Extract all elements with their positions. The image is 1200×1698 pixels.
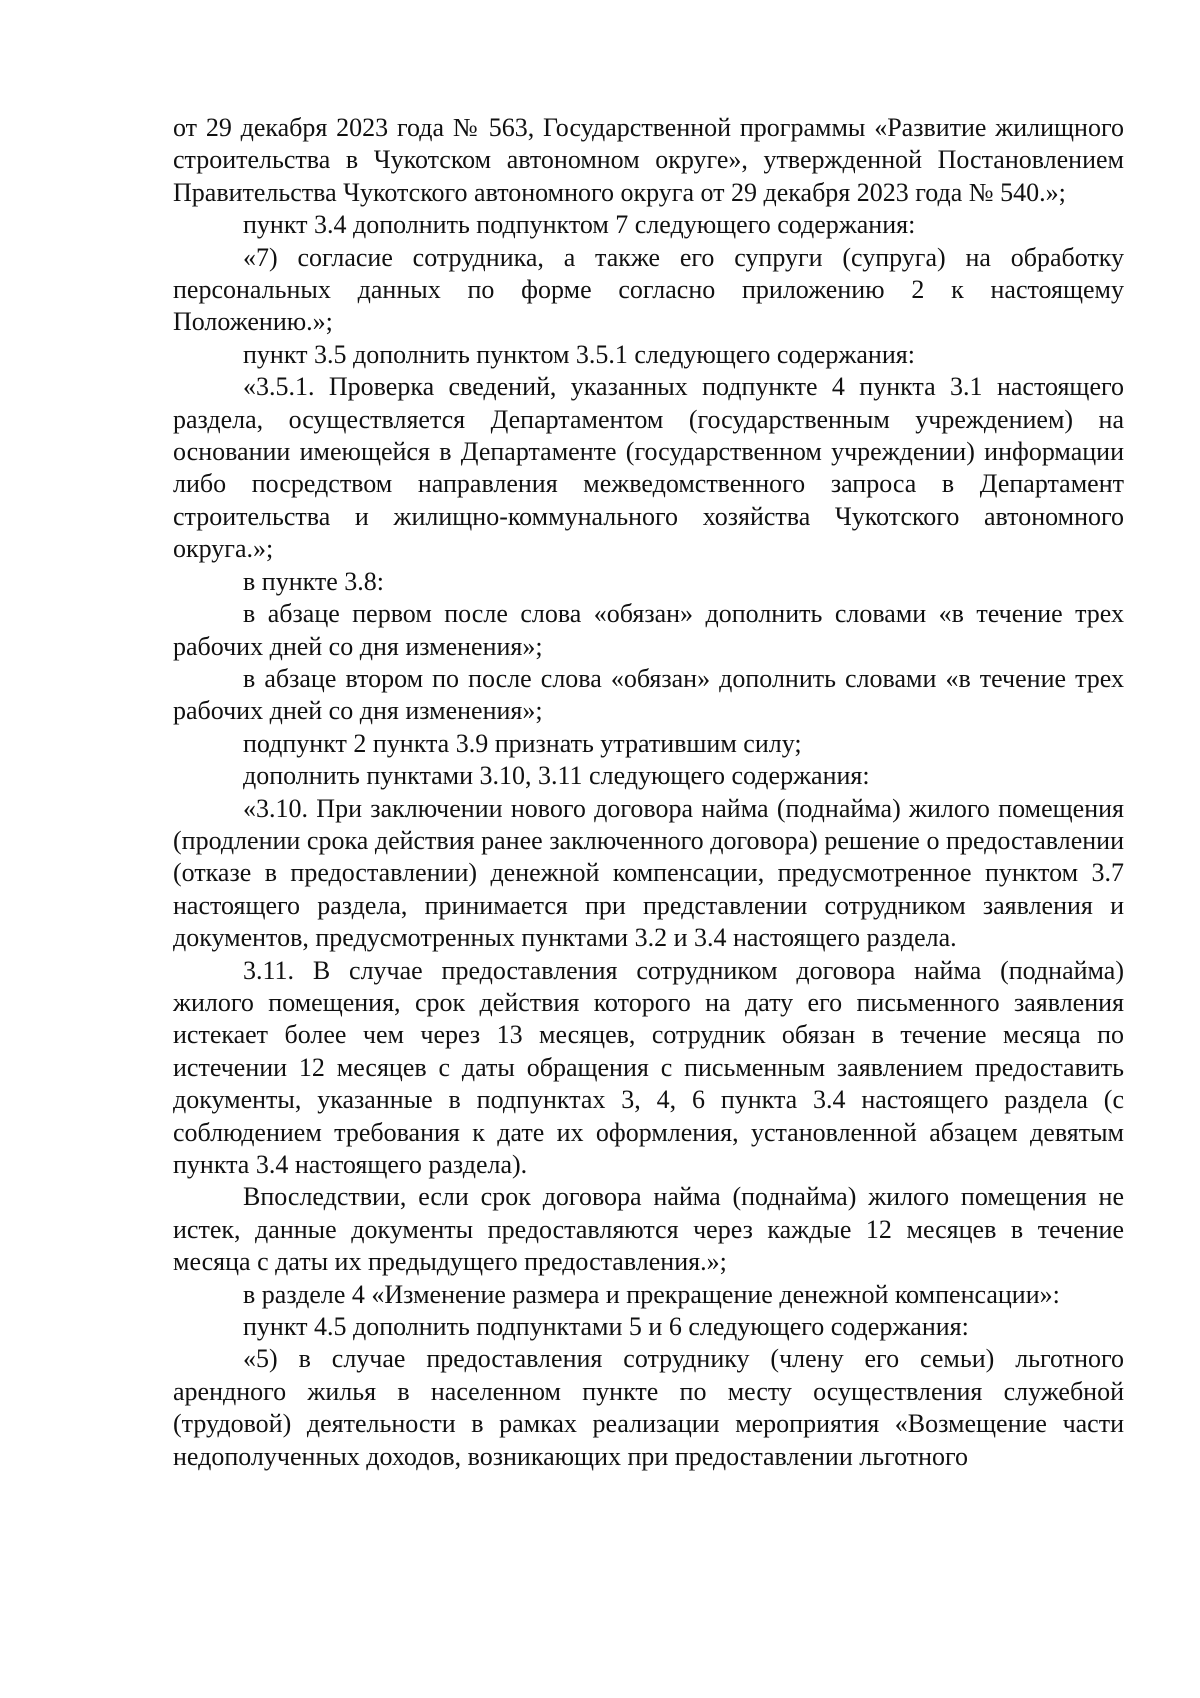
paragraph-amend-3-4: пункт 3.4 дополнить подпунктом 7 следующего содержания:: [243, 210, 916, 240]
paragraph-3-9-repeal: подпункт 2 пункта 3.9 признать утратившим силу;: [243, 728, 802, 758]
paragraph-point-3-8: в пункте 3.8:: [243, 566, 385, 596]
paragraph-continuation: от 29 декабря 2023 года № 563, Государственной программы «Развитие жилищного строительства в Чукотском автономном округе», утвержденной Постановлением Правительства Чукотского автономного округа от 29 декабря 2023 года № 540.»;: [173, 113, 1124, 207]
paragraph-second-abzac: в абзаце втором по после слова «обязан» дополнить словами «в течение трех рабочих дней со дня изменения»;: [173, 663, 1124, 726]
paragraph-section-4: в разделе 4 «Изменение размера и прекращение денежной компенсации»:: [243, 1279, 1060, 1309]
paragraph-point-3-5-1: «3.5.1. Проверка сведений, указанных подпункте 4 пункта 3.1 настоящего раздела, осуществляется Департаментом (государственным учреждением) на основании имеющейся в Департаменте (государственном учреждении) информации либо посредством направления межведомственного запроса в Департамент строительства и жилищно-коммунального хозяйства Чукотского автономного округа.»;: [173, 372, 1124, 564]
paragraph-subpoint-7: «7) согласие сотрудника, а также его супруги (супруга) на обработку персональных данных по форме согласно приложению 2 к настоящему Положению.»;: [173, 242, 1124, 337]
document-body: [173, 112, 1124, 1473]
paragraph-first-abzac: в абзаце первом после слова «обязан» дополнить словами «в течение трех рабочих дней со дня изменения»;: [173, 599, 1124, 661]
paragraph-subpoint-5: «5) в случае предоставления сотруднику (члену его семьи) льготного арендного жилья в населенном пункте по месту осуществления служебной (трудовой) деятельности в рамках реализации мероприятия «Возмещение части недополученных доходов, возникающих при предоставлении льготного: [173, 1344, 1124, 1471]
paragraph-amend-3-5: пункт 3.5 дополнить пунктом 3.5.1 следующего содержания:: [243, 339, 915, 369]
paragraph-point-3-10: «3.10. При заключении нового договора найма (поднайма) жилого помещения (продлении срока действия ранее заключенного договора) решение о предоставлении (отказе в предоставлении) денежной компенсации, предусмотренное пунктом 3.7 настоящего раздела, принимается при представлении сотрудником заявления и документов, предусмотренных пунктами 3.2 и 3.4 настоящего раздела.: [173, 793, 1124, 953]
paragraph-point-3-11: 3.11. В случае предоставления сотрудником договора найма (поднайма) жилого помещения, срок действия которого на дату его письменного заявления истекает более чем через 13 месяцев, сотрудник обязан в течение месяца по истечении 12 месяцев с даты обращения с письменным заявлением предоставить документы, указанные в подпунктах 3, 4, 6 пункта 3.4 настоящего раздела (с соблюдением требования к дате их оформления, установленной абзацем девятым пункта 3.4 настоящего раздела).: [173, 955, 1124, 1179]
paragraph-add-3-10-3-11: дополнить пунктами 3.10, 3.11 следующего содержания:: [243, 761, 870, 791]
paragraph-subsequently: Впоследствии, если срок договора найма (поднайма) жилого помещения не истек, данные документы предоставляются через каждые 12 месяцев в течение месяца с даты их предыдущего предоставления.»;: [173, 1182, 1124, 1277]
paragraph-amend-4-5: пункт 4.5 дополнить подпунктами 5 и 6 следующего содержания:: [243, 1312, 969, 1342]
